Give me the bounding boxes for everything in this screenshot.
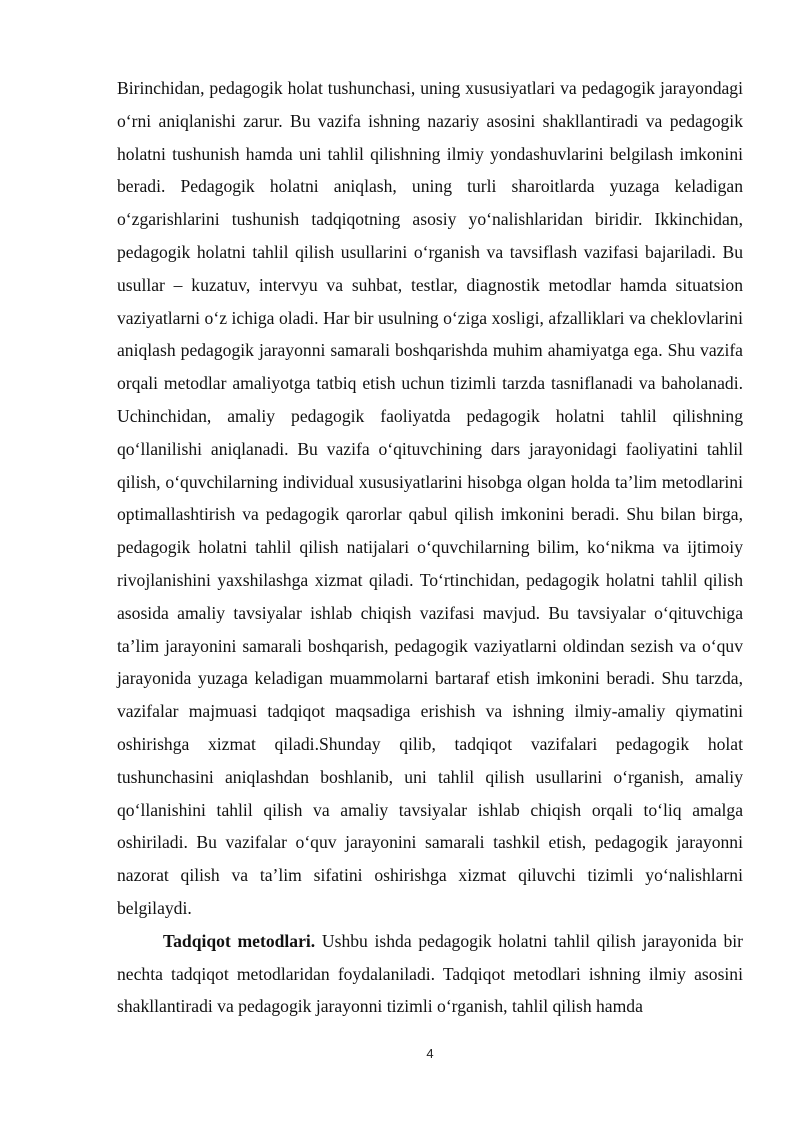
page-number: 4 (426, 1046, 434, 1061)
section-heading: Tadqiqot metodlari. (163, 930, 316, 951)
paragraph: Birinchidan, pedagogik holat tushunchasi, uning xususiyatlari va pedagogik jarayondagi o‘rni aniqlanishi zarur. Bu vazifa ishning nazariy asosini shakllantiradi va pedagogik holatni tushunish hamda uni tahlil qilishning ilmiy yondashuvlarini belgilash imkonini beradi. Pedagogik holatni aniqlash, uning turli sharoitlarda yuzaga keladigan o‘zgarishlarini tushunish tadqiqotning asosiy yo‘nalishlaridan biridir. Ikkinchidan, pedagogik holatni tahlil qilish usullarini o‘rganish va tavsiflash vazifasi bajariladi. Bu usullar – kuzatuv, intervyu va suhbat, testlar, diagnostik metodlar hamda situatsion vaziyatlarni o‘z ichiga oladi. Har bir usulning o‘ziga xosligi, afzalliklari va cheklovlarini aniqlash pedagogik jarayonni samarali boshqarishda muhim ahamiyatga ega. Shu vazifa orqali metodlar amaliyotga tatbiq etish uchun tizimli tarzda tasniflanadi va baholanadi. Uchinchidan, amaliy pedagogik faoliyatda pedagogik holatni tahlil qilishning qo‘llanilishi aniqlanadi. Bu vazifa o‘qituvchining dars jarayonidagi faoliyatini tahlil qilish, o‘quvchilarning individual xususiyatlarini hisobga olgan holda ta’lim metodlarini optimallashtirish va pedagogik qarorlar qabul qilish imkonini beradi. Shu bilan birga, pedagogik holatni tahlil qilish natijalari o‘quvchilarning bilim, ko‘nikma va ijtimoiy rivojlanishini yaxshilashga xizmat qiladi. To‘rtinchidan, pedagogik holatni tahlil qilish asosida amaliy tavsiyalar ishlab chiqish vazifasi mavjud. Bu tavsiyalar o‘qituvchiga ta’lim jarayonini samarali boshqarish, pedagogik vaziyatlarni oldindan sezish va o‘quv jarayonida yuzaga keladigan muammolarni bartaraf etish imkonini beradi. Shu tarzda, vazifalar majmuasi tadqiqot maqsadiga erishish va ishning ilmiy-amaliy qiymatini oshirishga xizmat qiladi.Shunday qilib, tadqiqot vazifalari pedagogik holat tushunchasini aniqlashdan boshlanib, uni tahlil qilish usullarini o‘rganish, amaliy qo‘llanishini tahlil qilish va amaliy tavsiyalar ishlab chiqish orqali to‘liq amalga oshiriladi. Bu vazifalar o‘quv jarayonini samarali tashkil etish, pedagogik jarayonni nazorat qilish va ta’lim sifatini oshirishga xizmat qiluvchi tizimli yo‘nalishlarni belgilaydi. (117, 78, 743, 918)
body-text (117, 72, 743, 1023)
paragraph-methods-body: Ushbu ishda pedagogik holatni tahlil qilish jarayonida bir nechta tadqiqot metodlaridan foydalaniladi. Tadqiqot metodlari ishning ilmiy asosini shakllantiradi va pedagogik jarayonni tizimli o‘rganish, tahlil qilish hamda (117, 930, 743, 1017)
paragraph-methods (117, 925, 743, 1023)
